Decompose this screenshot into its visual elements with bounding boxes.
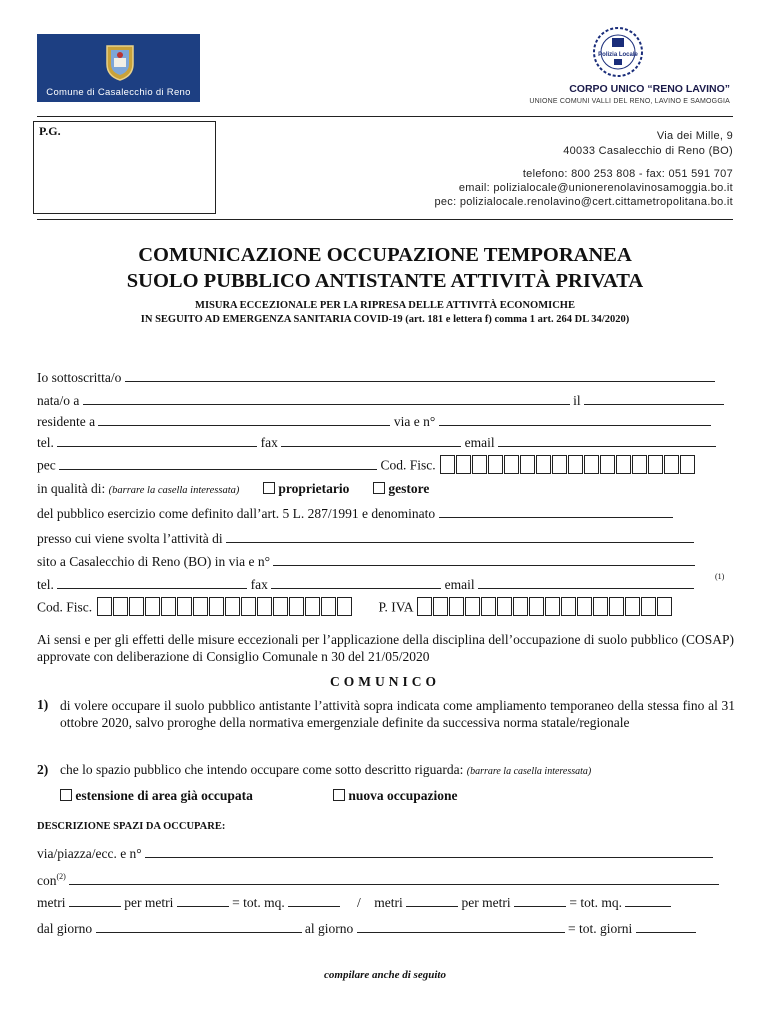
- point-2-text: che lo spazio pubblico che intendo occupare come sotto descritto riguarda:: [60, 762, 464, 777]
- location-field[interactable]: [273, 553, 695, 566]
- pg-label: P.G.: [39, 124, 61, 138]
- label-pec: pec: [37, 457, 56, 473]
- header-rule: [37, 116, 733, 117]
- char-box[interactable]: [177, 597, 192, 616]
- label-capacity: in qualità di:: [37, 481, 106, 496]
- manager-label: gestore: [388, 481, 430, 496]
- char-box[interactable]: [129, 597, 144, 616]
- vat-boxes[interactable]: [416, 597, 672, 620]
- email-line: email: polizialocale@unionerenolavinosamoggia.bo.it: [458, 182, 733, 194]
- residence-city-field[interactable]: [98, 413, 390, 426]
- char-box[interactable]: [481, 597, 496, 616]
- char-box[interactable]: [561, 597, 576, 616]
- label-born-in: nata/o a: [37, 393, 80, 408]
- char-box[interactable]: [536, 455, 551, 474]
- point-1-text: di volere occupare il suolo pubblico antistante l’attività sopra indicata come ampliamento temporaneo della stessa fino al 31 ottobre 2020, salvo proroghe della normativa emergenziale definite da successiva norma statale/regionale: [60, 698, 735, 730]
- business-tax-code-boxes[interactable]: [96, 597, 352, 620]
- char-box[interactable]: [520, 455, 535, 474]
- char-box[interactable]: [584, 455, 599, 474]
- label-tel: tel.: [37, 435, 54, 450]
- char-box[interactable]: [568, 455, 583, 474]
- phone-line: telefono: 800 253 808 - fax: 051 591 707: [522, 168, 733, 180]
- label-business-email: email: [444, 577, 475, 592]
- char-box[interactable]: [241, 597, 256, 616]
- label-located-at: sito a Casalecchio di Reno (BO) in via e n°: [37, 554, 270, 569]
- municipality-logo: [37, 34, 200, 102]
- birthdate-field[interactable]: [584, 392, 724, 405]
- tot-mq-1-field[interactable]: [288, 894, 340, 907]
- label-vat: P. IVA: [378, 599, 413, 615]
- title-line-1: COMUNICAZIONE OCCUPAZIONE TEMPORANEA: [138, 244, 632, 266]
- business-name-field[interactable]: [439, 505, 673, 518]
- address-line-1: Via dei Mille, 9: [656, 130, 733, 142]
- corps-subtitle: UNIONE COMUNI VALLI DEL RENO, LAVINO E SAMOGGIA: [529, 98, 730, 105]
- badge-text: Polizia Locale: [598, 52, 638, 58]
- char-box[interactable]: [529, 597, 544, 616]
- char-box[interactable]: [449, 597, 464, 616]
- label-meters-1: metri: [37, 895, 66, 910]
- char-box[interactable]: [664, 455, 679, 474]
- char-box[interactable]: [513, 597, 528, 616]
- label-by-meters-1: per metri: [124, 895, 174, 910]
- point-2-text-row: [60, 762, 591, 778]
- tax-code-boxes[interactable]: [439, 455, 695, 478]
- char-box[interactable]: [593, 597, 608, 616]
- business-fax-field[interactable]: [271, 576, 441, 589]
- char-box[interactable]: [488, 455, 503, 474]
- owner-checkbox[interactable]: [263, 482, 275, 494]
- char-box[interactable]: [193, 597, 208, 616]
- char-box[interactable]: [472, 455, 487, 474]
- char-box[interactable]: [440, 455, 455, 474]
- continue-note: compilare anche di seguito: [324, 969, 446, 981]
- row-undersigned: [37, 369, 733, 386]
- char-box[interactable]: [680, 455, 695, 474]
- label-business-fax: fax: [250, 577, 268, 592]
- row-location: [37, 553, 733, 570]
- label-business-tax-code: Cod. Fisc.: [37, 599, 93, 615]
- residence-street-field[interactable]: [439, 413, 711, 426]
- char-box[interactable]: [273, 597, 288, 616]
- point-2-number: 2): [37, 762, 49, 777]
- header-rule-bottom: [37, 219, 733, 220]
- corps-title: CORPO UNICO “RENO LAVINO”: [569, 83, 730, 95]
- char-box[interactable]: [305, 597, 320, 616]
- subtitle-line-2: IN SEGUITO AD EMERGENZA SANITARIA COVID-19 (art. 181 e lettera f) comma 1 art. 264 DL 34/2020): [140, 314, 630, 325]
- char-box[interactable]: [417, 597, 432, 616]
- char-box[interactable]: [504, 455, 519, 474]
- row-period: [37, 920, 733, 937]
- label-tot-mq-2: = tot. mq.: [569, 895, 622, 910]
- coat-of-arms-icon: [99, 40, 141, 82]
- char-box[interactable]: [641, 597, 656, 616]
- row-contacts: [37, 434, 733, 451]
- footnote-1: (1): [715, 572, 725, 581]
- point-2-hint: (barrare la casella interessata): [466, 766, 592, 777]
- fax-field[interactable]: [281, 434, 461, 447]
- char-box[interactable]: [625, 597, 640, 616]
- char-box[interactable]: [321, 597, 336, 616]
- label-on: il: [573, 393, 581, 408]
- from-day-field[interactable]: [96, 920, 302, 933]
- extension-label: estensione di area già occupata: [75, 788, 253, 803]
- row-residence: [37, 413, 733, 430]
- business-email-field[interactable]: [478, 576, 694, 589]
- char-box[interactable]: [600, 455, 615, 474]
- row-activity: [37, 530, 733, 547]
- intro-paragraph: Ai sensi e per gli effetti delle misure eccezionali per l’applicazione della disciplina dell’occupazione di suolo pubblico (COSAP) approvate con deliberazione di Consiglio Comunale n 30 del 21/05/2020: [37, 632, 734, 664]
- pec-line: pec: polizialocale.renolavino@cert.cittametropolitana.bo.it: [434, 196, 733, 208]
- row-dimensions: [37, 894, 733, 911]
- char-box[interactable]: [616, 455, 631, 474]
- label-fax: fax: [260, 435, 278, 450]
- char-box[interactable]: [609, 597, 624, 616]
- label-business-tel: tel.: [37, 577, 54, 592]
- space-street-field[interactable]: [145, 845, 713, 858]
- row-space-with: [37, 869, 733, 889]
- char-box[interactable]: [257, 597, 272, 616]
- capacity-hint: (barrare la casella interessata): [108, 485, 240, 496]
- row-birth: [37, 392, 733, 409]
- label-tax-code: Cod. Fisc.: [380, 457, 436, 473]
- extension-checkbox[interactable]: [60, 789, 72, 801]
- tot-days-field[interactable]: [636, 920, 696, 933]
- char-box[interactable]: [289, 597, 304, 616]
- char-box[interactable]: [552, 455, 567, 474]
- label-tot-mq-1: = tot. mq.: [232, 895, 285, 910]
- label-undersigned: Io sottoscritta/o: [37, 370, 122, 385]
- char-box[interactable]: [113, 597, 128, 616]
- new-occupation-checkbox[interactable]: [333, 789, 345, 801]
- label-activity-at: presso cui viene svolta l’attività di: [37, 531, 223, 546]
- label-email: email: [464, 435, 495, 450]
- activity-field[interactable]: [226, 530, 694, 543]
- municipality-name: Comune di Casalecchio di Reno: [46, 87, 191, 98]
- occupation-options: [60, 788, 253, 804]
- row-business-contacts: [37, 576, 733, 593]
- dimension-separator: /: [356, 895, 361, 910]
- row-pec: [37, 455, 733, 478]
- business-tel-field[interactable]: [57, 576, 247, 589]
- char-box[interactable]: [337, 597, 352, 616]
- char-box[interactable]: [456, 455, 471, 474]
- address-line-2: 40033 Casalecchio di Reno (BO): [563, 145, 733, 157]
- email-field[interactable]: [498, 434, 716, 447]
- title-line-2: SUOLO PUBBLICO ANTISTANTE ATTIVITÀ PRIVATA: [126, 270, 644, 292]
- tel-field[interactable]: [57, 434, 257, 447]
- char-box[interactable]: [161, 597, 176, 616]
- label-from-day: dal giorno: [37, 921, 93, 936]
- label-tot-days: = tot. giorni: [568, 921, 633, 936]
- char-box[interactable]: [465, 597, 480, 616]
- pec-field[interactable]: [59, 457, 377, 470]
- label-resident-in: residente a: [37, 414, 96, 429]
- spaces-heading: DESCRIZIONE SPAZI DA OCCUPARE:: [37, 821, 226, 832]
- label-by-meters-2: per metri: [461, 895, 511, 910]
- char-box[interactable]: [97, 597, 112, 616]
- birthplace-field[interactable]: [83, 392, 570, 405]
- char-box[interactable]: [145, 597, 160, 616]
- comunico-heading: COMUNICO: [330, 674, 440, 689]
- row-space-street: [37, 845, 733, 862]
- row-capacity: [37, 481, 733, 499]
- row-business: [37, 505, 733, 522]
- subtitle-line-1: MISURA ECCEZIONALE PER LA RIPRESA DELLE ATTIVITÀ ECONOMICHE: [195, 300, 575, 311]
- label-street-no: via e n°: [393, 414, 436, 429]
- row-business-codes: [37, 597, 733, 620]
- by-meters-2-field[interactable]: [514, 894, 566, 907]
- point-1-number: 1): [37, 697, 49, 712]
- label-business-def: del pubblico esercizio come definito dall’art. 5 L. 287/1991 e denominato: [37, 506, 436, 521]
- space-with-field[interactable]: [69, 872, 719, 885]
- protocol-box: [33, 121, 216, 214]
- new-occupation-label: nuova occupazione: [348, 788, 458, 803]
- char-box[interactable]: [648, 455, 663, 474]
- label-to-day: al giorno: [304, 921, 354, 936]
- char-box[interactable]: [433, 597, 448, 616]
- note-2: (2): [56, 872, 66, 881]
- char-box[interactable]: [209, 597, 224, 616]
- meters-2-field[interactable]: [406, 894, 458, 907]
- char-box[interactable]: [225, 597, 240, 616]
- char-box[interactable]: [577, 597, 592, 616]
- char-box[interactable]: [632, 455, 647, 474]
- char-box[interactable]: [497, 597, 512, 616]
- tot-mq-2-field[interactable]: [625, 894, 671, 907]
- label-meters-2: metri: [374, 895, 403, 910]
- by-meters-1-field[interactable]: [177, 894, 229, 907]
- to-day-field[interactable]: [357, 920, 565, 933]
- label-space-street: via/piazza/ecc. e n°: [37, 846, 142, 861]
- new-occupation-option: [333, 788, 458, 804]
- owner-label: proprietario: [278, 481, 350, 496]
- label-with: con: [37, 873, 57, 888]
- undersigned-field[interactable]: [125, 369, 715, 382]
- char-box[interactable]: [657, 597, 672, 616]
- police-badge-icon: [592, 26, 644, 78]
- manager-checkbox[interactable]: [373, 482, 385, 494]
- meters-1-field[interactable]: [69, 894, 121, 907]
- char-box[interactable]: [545, 597, 560, 616]
